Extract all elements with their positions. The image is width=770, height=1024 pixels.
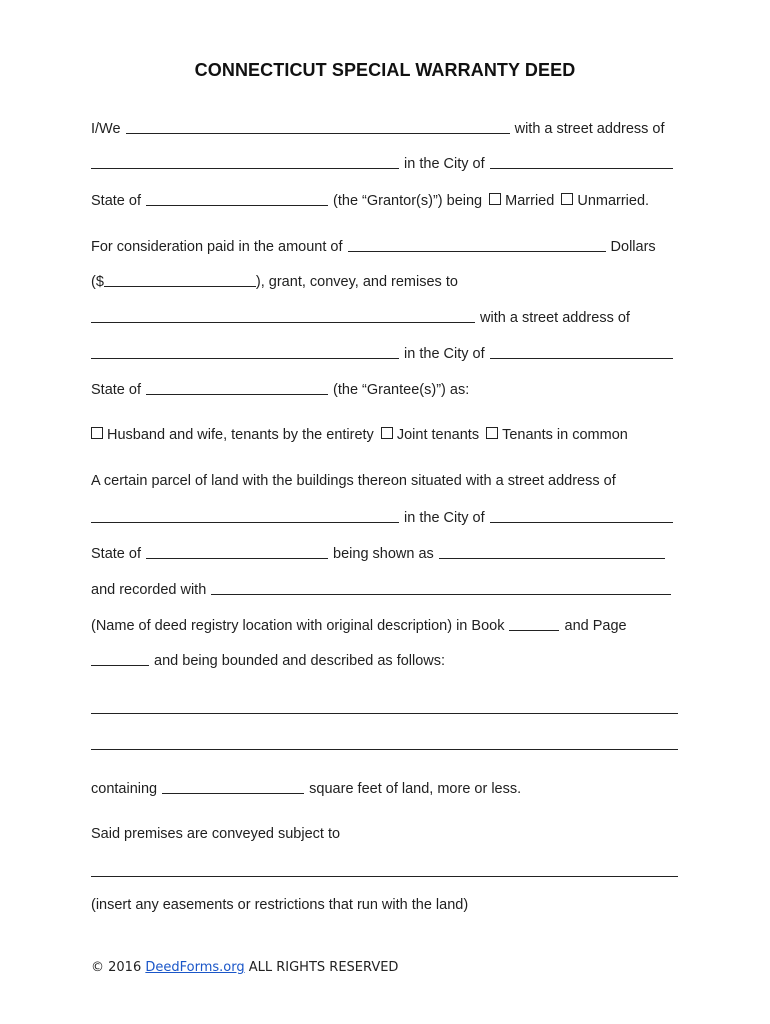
entirety-checkbox[interactable]: [91, 427, 103, 439]
dollars-label: Dollars: [610, 239, 656, 255]
state-label: State of: [91, 382, 141, 398]
consideration-line: [91, 236, 681, 256]
parcel-street-address-field[interactable]: [91, 508, 399, 523]
grantor-state-field[interactable]: [146, 191, 328, 206]
consideration-amount-line: [91, 271, 681, 291]
grantee-label: (the “Grantee(s)”) as:: [333, 382, 470, 398]
recorded-with-field[interactable]: [211, 580, 671, 595]
grantee-name-field[interactable]: [91, 308, 475, 323]
grantee-street-address-field[interactable]: [91, 344, 399, 359]
parcel-intro-label: A certain parcel of land with the buildings thereon situated with a street address of: [91, 473, 616, 489]
joint-tenants-label: Joint tenants: [396, 427, 480, 443]
grantee-address-line: [91, 343, 681, 363]
page-bounded-line: [91, 650, 681, 670]
grantor-name-line: [91, 118, 681, 138]
iwe-label: I/We: [91, 121, 121, 137]
joint-tenants-checkbox[interactable]: [381, 427, 393, 439]
square-feet-field[interactable]: [162, 779, 304, 794]
unmarried-label: Unmarried.: [577, 193, 650, 209]
state-label: State of: [91, 193, 141, 209]
grant-convey-label: ), grant, convey, and remises to: [255, 274, 458, 290]
grantee-name-line: [91, 307, 681, 327]
copyright-text: © 2016: [91, 960, 142, 975]
grantor-state-line: [91, 190, 681, 210]
registry-label: (Name of deed registry location with original description) in Book: [91, 618, 505, 634]
grantor-name-field[interactable]: [126, 119, 510, 134]
parcel-address-line: [91, 507, 681, 527]
grantee-state-line: [91, 379, 681, 399]
consideration-amount-words-field[interactable]: [348, 237, 606, 252]
page-field[interactable]: [91, 651, 149, 666]
unmarried-checkbox[interactable]: [561, 193, 573, 205]
rights-text: ALL RIGHTS RESERVED: [248, 960, 399, 975]
recorded-with-label: and recorded with: [91, 582, 207, 598]
easements-note: (insert any easements or restrictions that run with the land): [91, 897, 469, 913]
grantee-state-field[interactable]: [146, 380, 328, 395]
grantor-city-field[interactable]: [490, 154, 673, 169]
street-address-label: with a street address of: [514, 121, 665, 137]
state-label: State of: [91, 546, 141, 562]
containing-label: containing: [91, 781, 158, 797]
dollar-open-label: ($: [91, 274, 104, 290]
married-label: Married: [505, 193, 555, 209]
grantor-street-address-field[interactable]: [91, 154, 399, 169]
page-title: CONNECTICUT SPECIAL WARRANTY DEED: [194, 60, 576, 80]
grantor-label: (the “Grantor(s)”) being: [333, 193, 483, 209]
description-line-2[interactable]: [91, 749, 678, 750]
footer: [91, 960, 398, 975]
square-feet-label: square feet of land, more or less.: [309, 781, 522, 797]
city-label: in the City of: [404, 510, 485, 526]
deedforms-link[interactable]: DeedForms.org: [145, 960, 245, 975]
consideration-label: For consideration paid in the amount of: [91, 239, 343, 255]
shown-as-field[interactable]: [439, 544, 665, 559]
parcel-city-field[interactable]: [490, 508, 673, 523]
subject-label: Said premises are conveyed subject to: [91, 826, 341, 842]
city-label: in the City of: [404, 156, 485, 172]
registry-book-line: [91, 615, 681, 635]
city-label: in the City of: [404, 346, 485, 362]
book-field[interactable]: [509, 616, 559, 631]
grantee-city-field[interactable]: [490, 344, 673, 359]
tenants-in-common-checkbox[interactable]: [486, 427, 498, 439]
grantor-address-line: [91, 153, 681, 173]
subject-line: [91, 824, 681, 844]
entirety-label: Husband and wife, tenants by the entirety: [107, 427, 374, 443]
easements-note-line: [91, 895, 681, 915]
parcel-intro-line: [91, 471, 681, 491]
and-page-label: and Page: [564, 618, 627, 634]
tenants-in-common-label: Tenants in common: [502, 427, 628, 443]
easements-field[interactable]: [91, 876, 678, 877]
parcel-state-line: [91, 543, 681, 563]
shown-as-label: being shown as: [333, 546, 434, 562]
street-address-label: with a street address of: [480, 310, 630, 326]
tenancy-options-line: [91, 425, 681, 445]
description-line-1[interactable]: [91, 713, 678, 714]
bounded-label: and being bounded and described as follows:: [154, 653, 446, 669]
married-checkbox[interactable]: [489, 193, 501, 205]
area-line: [91, 778, 681, 798]
consideration-amount-field[interactable]: [104, 272, 256, 287]
parcel-state-field[interactable]: [146, 544, 328, 559]
recorded-with-line: [91, 579, 681, 599]
